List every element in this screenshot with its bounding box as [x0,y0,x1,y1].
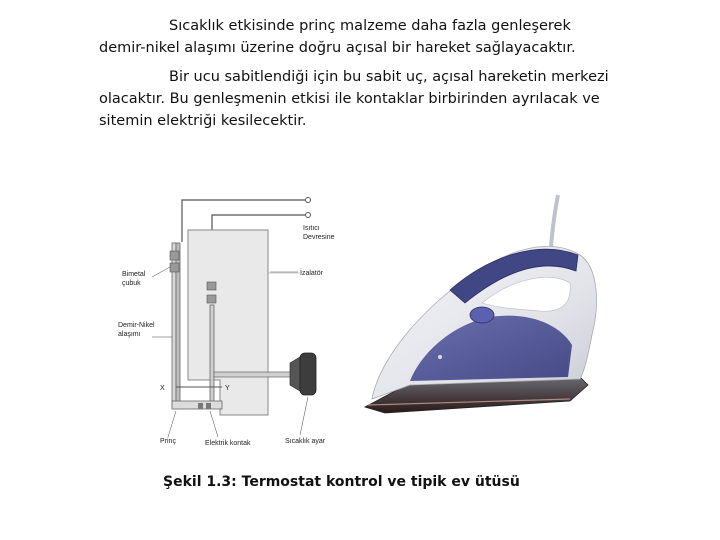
paragraph-1-text: Sıcaklık etkisinde prinç malzeme daha fazla genleşerek demir-nikel alaşımı üzerine doğru açısal bir hareket sağlayacaktır. [99,18,576,56]
label-elektrik-kontak: Elektrik kontak [205,440,251,447]
figure-thermostat-and-iron [110,185,610,470]
label-x: X [160,385,165,392]
label-izolator: İzalatör [300,270,323,277]
label-princ: Prinç [160,438,176,445]
label-bimetal-1: Bimetal [122,271,146,278]
paragraph-2-text: Bir ucu sabitlendiği için bu sabit uç, açısal hareketin merkezi olacaktır. Bu genleşmenin etkisi ile kontaklar birbirinden ayrılacak ve sitemin elektriği kesilecektir. [99,69,609,129]
paragraph-1 [99,15,619,59]
label-isitici-2: Devresine [303,234,335,241]
label-sicaklik-ayar: Sıcaklık ayar [285,438,326,445]
label-demir-nikel-2: alaşımı [118,331,141,338]
figure-caption: Şekil 1.3: Termostat kontrol ve tipik ev ütüsü [163,474,520,490]
label-y: Y [225,385,230,392]
label-bimetal-2: çubuk [122,280,141,287]
thermostat-diagram [118,198,335,448]
label-isitici-1: Isıtıcı [303,225,320,232]
steam-iron-image [365,195,596,413]
paragraph-2 [99,66,619,132]
figure-svg [110,185,610,470]
label-demir-nikel-1: Demir-Nikel [118,322,155,329]
